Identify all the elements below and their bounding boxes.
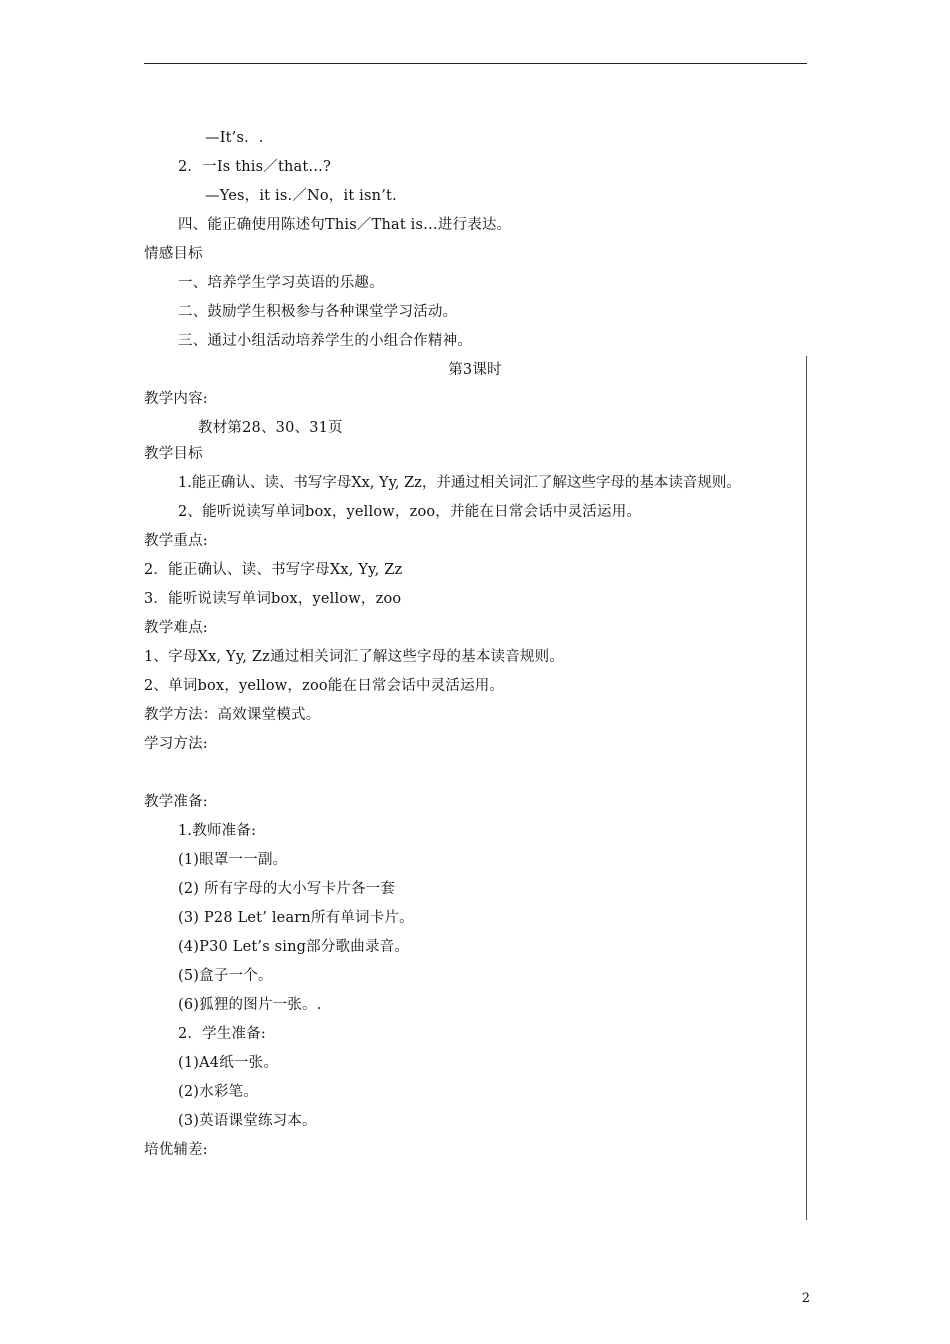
goals-heading: 教学目标 xyxy=(144,446,203,462)
intro-line-2: 2．一Is this／that…? xyxy=(178,159,332,175)
difficulty-2: 2、单词box，yellow，zoo能在日常会话中灵活运用。 xyxy=(144,678,505,694)
key-points-heading: 教学重点: xyxy=(144,533,208,549)
teacher-prep-item-5: (5)盒子一个。 xyxy=(178,968,273,984)
teacher-prep-item-3: (3) P28 Let’ learn所有单词卡片。 xyxy=(178,910,414,926)
emotion-item-2: 二、鼓励学生积极参与各种课堂学习活动。 xyxy=(178,304,458,320)
difficulties-heading: 教学难点: xyxy=(144,620,208,636)
tutoring-heading: 培优辅差: xyxy=(144,1142,208,1158)
study-method: 学习方法: xyxy=(144,736,208,752)
preparation-heading: 教学准备: xyxy=(144,794,208,810)
key-point-2: 3．能听说读写单词box，yellow，zoo xyxy=(144,591,402,607)
content-heading: 教学内容: xyxy=(144,391,208,407)
teacher-prep-item-4: (4)P30 Let’s sing部分歌曲录音。 xyxy=(178,939,410,955)
student-prep-item-1: (1)A4纸一张。 xyxy=(178,1055,279,1071)
student-prep-item-2: (2)水彩笔。 xyxy=(178,1084,258,1100)
lesson-title: 第3课时 xyxy=(448,362,502,378)
intro-line-4: 四、能正确使用陈述句This／That is…进行表达。 xyxy=(178,217,512,233)
emotion-item-1: 一、培养学生学习英语的乐趣。 xyxy=(178,275,384,291)
goal-item-1: 1.能正确认、读、书写字母Xx, Yy, Zz，并通过相关词汇了解这些字母的基本读音规则。 xyxy=(178,475,741,491)
page-number: 2 xyxy=(801,1291,810,1306)
goal-item-2: 2、能听说读写单词box，yellow，zoo，并能在日常会话中灵活运用。 xyxy=(178,504,642,520)
intro-line-3: —Yes，it is.／No，it isn’t. xyxy=(205,188,397,204)
difficulty-1: 1、字母Xx, Yy, Zz通过相关词汇了解这些字母的基本读音规则。 xyxy=(144,649,565,665)
intro-line-1: —It’s．. xyxy=(205,130,264,146)
emotion-heading: 情感目标 xyxy=(144,246,203,262)
content-text: 教材第28、30、31页 xyxy=(198,420,343,436)
teacher-prep-heading: 1.教师准备: xyxy=(178,823,257,839)
student-prep-item-3: (3)英语课堂练习本。 xyxy=(178,1113,317,1129)
margin-rule xyxy=(806,356,807,1220)
teacher-prep-item-1: (1)眼罩一一副。 xyxy=(178,852,288,868)
teaching-method: 教学方法：高效课堂模式。 xyxy=(144,707,321,723)
teacher-prep-item-2: (2) 所有字母的大小写卡片各一套 xyxy=(178,881,396,897)
teacher-prep-item-6: (6)狐狸的图片一张。. xyxy=(178,997,322,1013)
student-prep-heading: 2．学生准备: xyxy=(178,1026,267,1042)
key-point-1: 2．能正确认、读、书写字母Xx, Yy, Zz xyxy=(144,562,403,578)
emotion-item-3: 三、通过小组活动培养学生的小组合作精神。 xyxy=(178,333,472,349)
header-rule xyxy=(144,63,807,64)
